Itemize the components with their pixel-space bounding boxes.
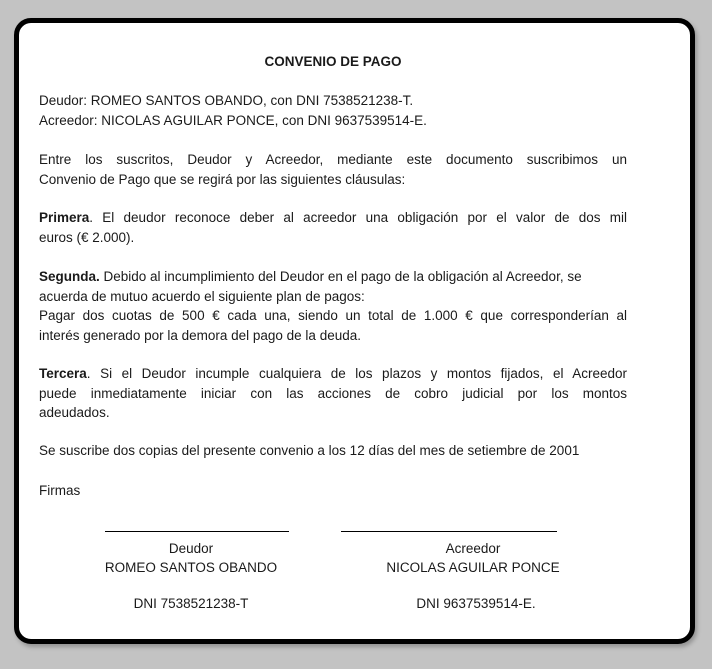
clause-segunda-line-3: Pagar dos cuotas de 500 € cada una, siendo un total de 1.000 € que corresponderían al [39, 308, 627, 323]
intro-line-1: Entre los suscritos, Deudor y Acreedor, mediante este documento suscribimos un [39, 152, 627, 167]
clause-segunda [39, 267, 627, 345]
clause-segunda-line-1 [39, 267, 627, 287]
clause-primera-line-2: euros (€ 2.000). [39, 229, 135, 245]
debtor-signature-name: ROMEO SANTOS OBANDO [104, 560, 278, 575]
clause-tercera-line-3: adeudados. [39, 405, 110, 420]
clause-primera-text: . El deudor reconoce deber al acreedor una obligación por el valor de dos mil [89, 210, 627, 225]
debtor-line: Deudor: ROMEO SANTOS OBANDO, con DNI 7538521238-T. [39, 93, 414, 108]
clause-primera-heading: Primera [39, 210, 90, 225]
creditor-signature-id: DNI 9637539514-E. [416, 596, 536, 611]
debtor-signature-role: Deudor [168, 541, 214, 556]
intro-paragraph [39, 150, 627, 189]
clause-tercera-heading: Tercera [39, 366, 87, 381]
closing-statement: Se suscribe dos copias del presente convenio a los 12 días del mes de setiembre de 2001 [39, 443, 580, 458]
debtor-signature-id: DNI 7538521238-T [133, 596, 249, 611]
creditor-line: Acreedor: NICOLAS AGUILAR PONCE, con DNI 9637539514-E. [39, 112, 427, 128]
clause-tercera [39, 364, 627, 423]
clause-primera-line-1 [39, 208, 627, 228]
clause-segunda-line-4: interés generado por la demora del pago de la deuda. [39, 327, 361, 343]
creditor-signature-line [341, 531, 557, 532]
document-page [14, 18, 695, 644]
intro-line-2: Convenio de Pago que se regirá por las siguientes cláusulas: [39, 171, 406, 187]
clause-primera [39, 208, 627, 247]
clause-segunda-line-2: acuerda de mutuo acuerdo el siguiente plan de pagos: [39, 288, 365, 304]
creditor-signature-name: NICOLAS AGUILAR PONCE [386, 560, 560, 575]
signatures-label: Firmas [39, 483, 81, 498]
parties-section [39, 91, 627, 130]
clause-segunda-heading: Segunda. [39, 269, 100, 284]
document-title: CONVENIO DE PAGO [264, 54, 402, 69]
clause-segunda-text: Debido al incumplimiento del Deudor en el pago de la obligación al Acreedor, se [99, 269, 582, 284]
clause-tercera-line-2: puede inmediatamente iniciar con las acciones de cobro judicial por los montos [39, 385, 627, 401]
debtor-signature-line [105, 531, 289, 532]
clause-tercera-text: . Si el Deudor incumple cualquiera de los plazos y montos fijados, el Acreedor [86, 366, 627, 381]
clause-tercera-line-1 [39, 364, 627, 384]
creditor-signature-role: Acreedor [445, 541, 501, 556]
